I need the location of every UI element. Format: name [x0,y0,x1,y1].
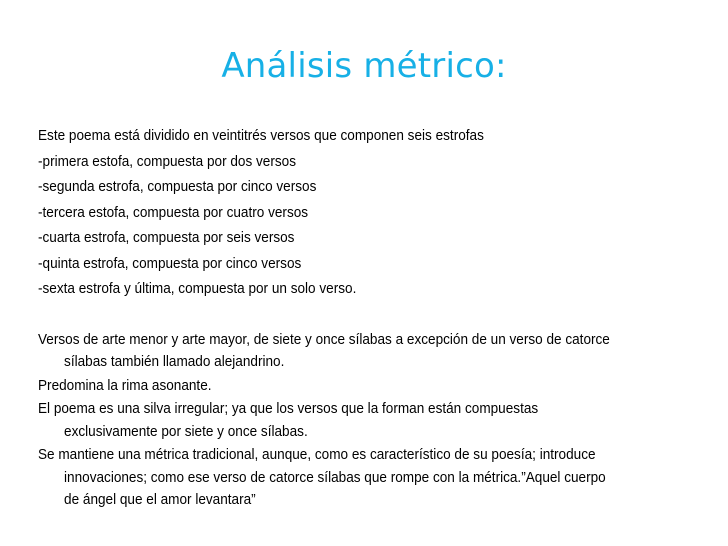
paragraph-rhyme [38,375,652,398]
paragraph-continuation: de ángel que el amor levantara” [64,492,256,508]
paragraph-first-line: Versos de arte menor y arte mayor, de siete y once sílabas a excepción de un verso de catorce [38,331,610,348]
paragraph-first-line: El poema es una silva irregular; ya que los versos que la forman están compuestas [38,401,539,417]
slide-body [38,124,652,513]
stanza-line: -tercera estofa, compuesta por cuatro versos [38,204,309,221]
stanza-line: -primera estofa, compuesta por dos versos [38,153,296,170]
paragraph-first-line: Se mantiene una métrica tradicional, aunque, como es característico de su poesía; introduce [38,447,596,463]
paragraph-continuation: exclusivamente por siete y once sílabas. [64,423,308,440]
stanza-line: Este poema está dividido en veintitrés versos que componen seis estrofas [38,128,484,144]
paragraph-first-line: Predomina la rima asonante. [38,377,212,394]
stanza-line: -quinta estrofa, compuesta por cinco versos [38,255,302,272]
paragraph-gap [38,303,652,329]
slide-title: Análisis métrico: [221,46,507,86]
stanza-line: -cuarta estrofa, compuesta por seis versos [38,230,295,246]
stanza-line: -sexta estrofa y última, compuesta por un solo verso. [38,281,357,297]
paragraph-continuation: innovaciones; como ese verso de catorce sílabas que rompe con la métrica.”Aquel cuerpo [64,469,606,486]
paragraph-metric [38,444,652,512]
paragraph-continuation: sílabas también llamado alejandrino. [64,354,285,370]
paragraph-verses [38,329,652,374]
paragraph-silva [38,398,652,443]
stanza-line: -segunda estrofa, compuesta por cinco versos [38,179,317,195]
